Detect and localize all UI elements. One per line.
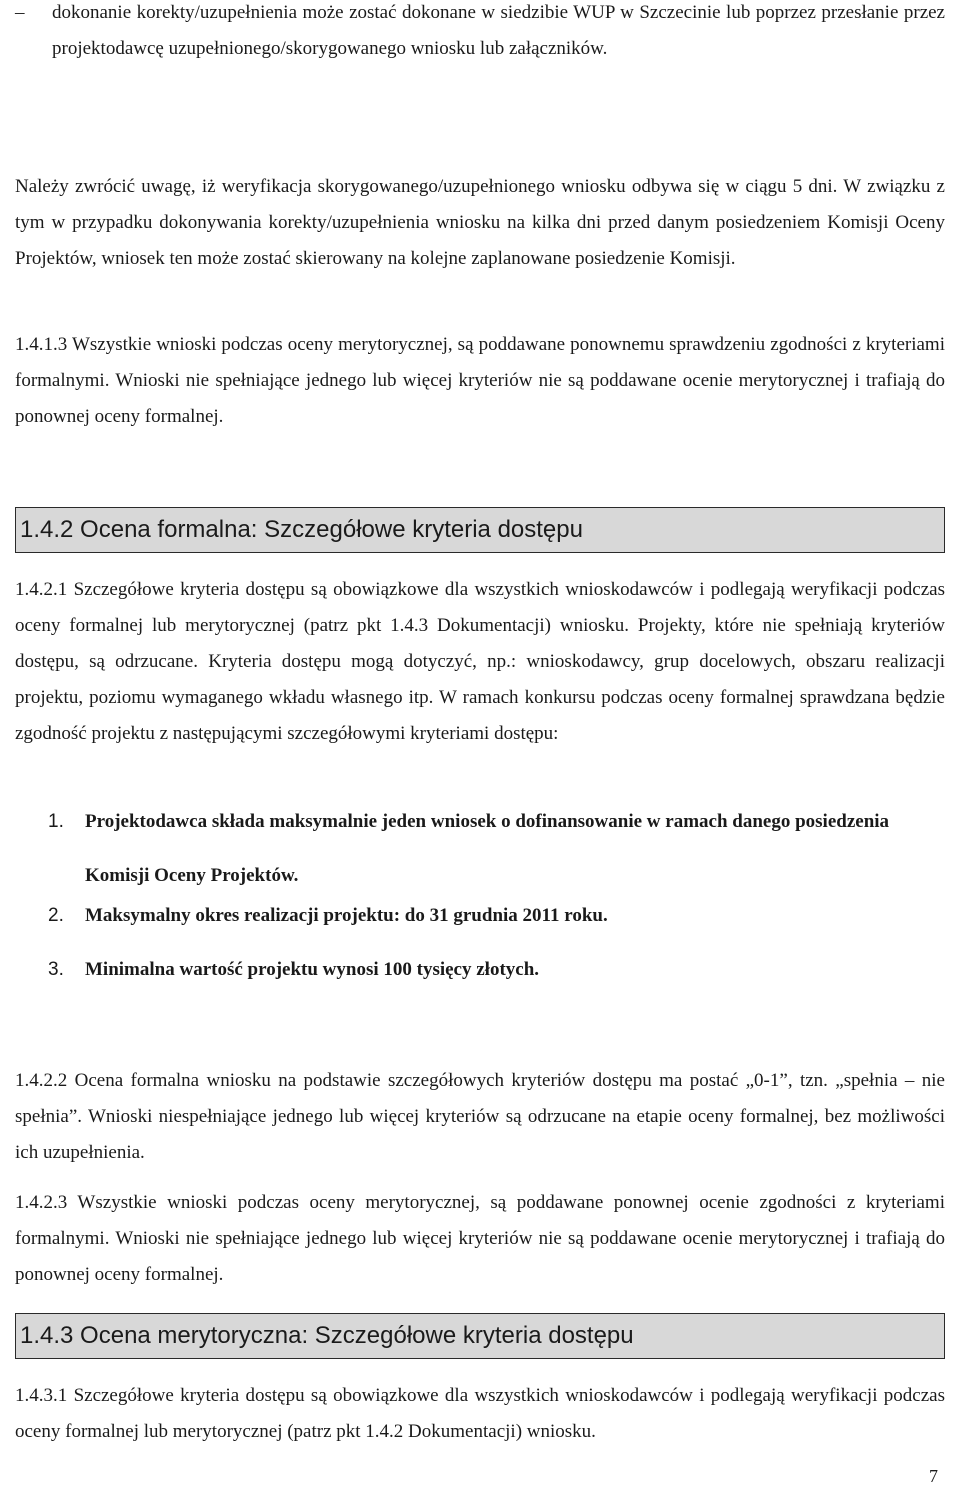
section-heading-1-4-2: 1.4.2 Ocena formalna: Szczegółowe kryteria dostępu	[15, 507, 945, 553]
paragraph-1-4-2-3: 1.4.2.3 Wszystkie wnioski podczas oceny merytorycznej, są poddawane ponownej ocenie zgodności z kryteriami formalnymi. Wnioski nie spełniające jednego lub więcej kryteriów nie są poddawane ocenie merytorycznej i trafiają do ponownej oceny formalnej.	[15, 1192, 945, 1285]
page-number: 7	[929, 1466, 938, 1486]
criteria-text: Projektodawca składa maksymalnie jeden wniosek o dofinansowanie w ramach danego posiedzenia Komisji Oceny Projektów.	[85, 811, 890, 886]
criteria-number: 1.	[48, 811, 64, 832]
bullet-dash: –	[15, 2, 25, 23]
criteria-text: Maksymalny okres realizacji projektu: do 31 grudnia 2011 roku.	[85, 905, 608, 926]
bullet-text: dokonanie korekty/uzupełnienia może zostać dokonane w siedzibie WUP w Szczecinie lub poprzez przesłanie przez projektodawcę uzupełnionego/skorygowanego wniosku lub załączników.	[52, 2, 945, 59]
paragraph-1-4-1-3: 1.4.1.3 Wszystkie wnioski podczas oceny merytorycznej, są poddawane ponownemu sprawdzeniu zgodności z kryteriami formalnymi. Wnioski nie spełniające jednego lub więcej kryteriów nie są poddawane ocenie merytorycznej i trafiają do ponownej oceny formalnej.	[15, 334, 945, 427]
paragraph-note: Należy zwrócić uwagę, iż weryfikacja skorygowanego/uzupełnionego wniosku odbywa się w ciągu 5 dni. W związku z tym w przypadku dokonywania korekty/uzupełnienia wniosku na kilka dni przed danym posiedzeniem Komisji Oceny Projektów, wniosek ten może zostać skierowany na kolejne zaplanowane posiedzenie Komisji.	[15, 176, 945, 269]
paragraph-1-4-3-1: 1.4.3.1 Szczegółowe kryteria dostępu są obowiązkowe dla wszystkich wnioskodawców i podlegają weryfikacji podczas oceny formalnej lub merytorycznej (patrz pkt 1.4.2 Dokumentacji) wniosku.	[15, 1385, 945, 1442]
criteria-number: 3.	[48, 959, 64, 980]
paragraph-1-4-2-2: 1.4.2.2 Ocena formalna wniosku na podstawie szczegółowych kryteriów dostępu ma postać „0-1”, tzn. „spełnia – nie spełnia”. Wnioski niespełniające jednego lub więcej kryteriów są odrzucane na etapie oceny formalnej, bez możliwości ich uzupełnienia.	[15, 1070, 945, 1163]
paragraph-1-4-2-1: 1.4.2.1 Szczegółowe kryteria dostępu są obowiązkowe dla wszystkich wnioskodawców i podlegają weryfikacji podczas oceny formalnej lub merytorycznej (patrz pkt 1.4.3 Dokumentacji) wniosku. Projekty, które nie spełniają kryteriów dostępu, są odrzucane. Kryteria dostępu mogą dotyczyć, np.: wnioskodawcy, grup docelowych, obszaru realizacji projektu, poziomu wymaganego wkładu własnego itp. W ramach konkursu podczas oceny formalnej sprawdzana będzie zgodność projektu z następującymi szczegółowymi kryteriami dostępu:	[15, 579, 945, 744]
bullet-item	[0, 0, 960, 103]
section-heading-1-4-3: 1.4.3 Ocena merytoryczna: Szczegółowe kryteria dostępu	[15, 1313, 945, 1359]
criteria-number: 2.	[48, 905, 64, 926]
criteria-text: Minimalna wartość projektu wynosi 100 tysięcy złotych.	[85, 959, 540, 980]
